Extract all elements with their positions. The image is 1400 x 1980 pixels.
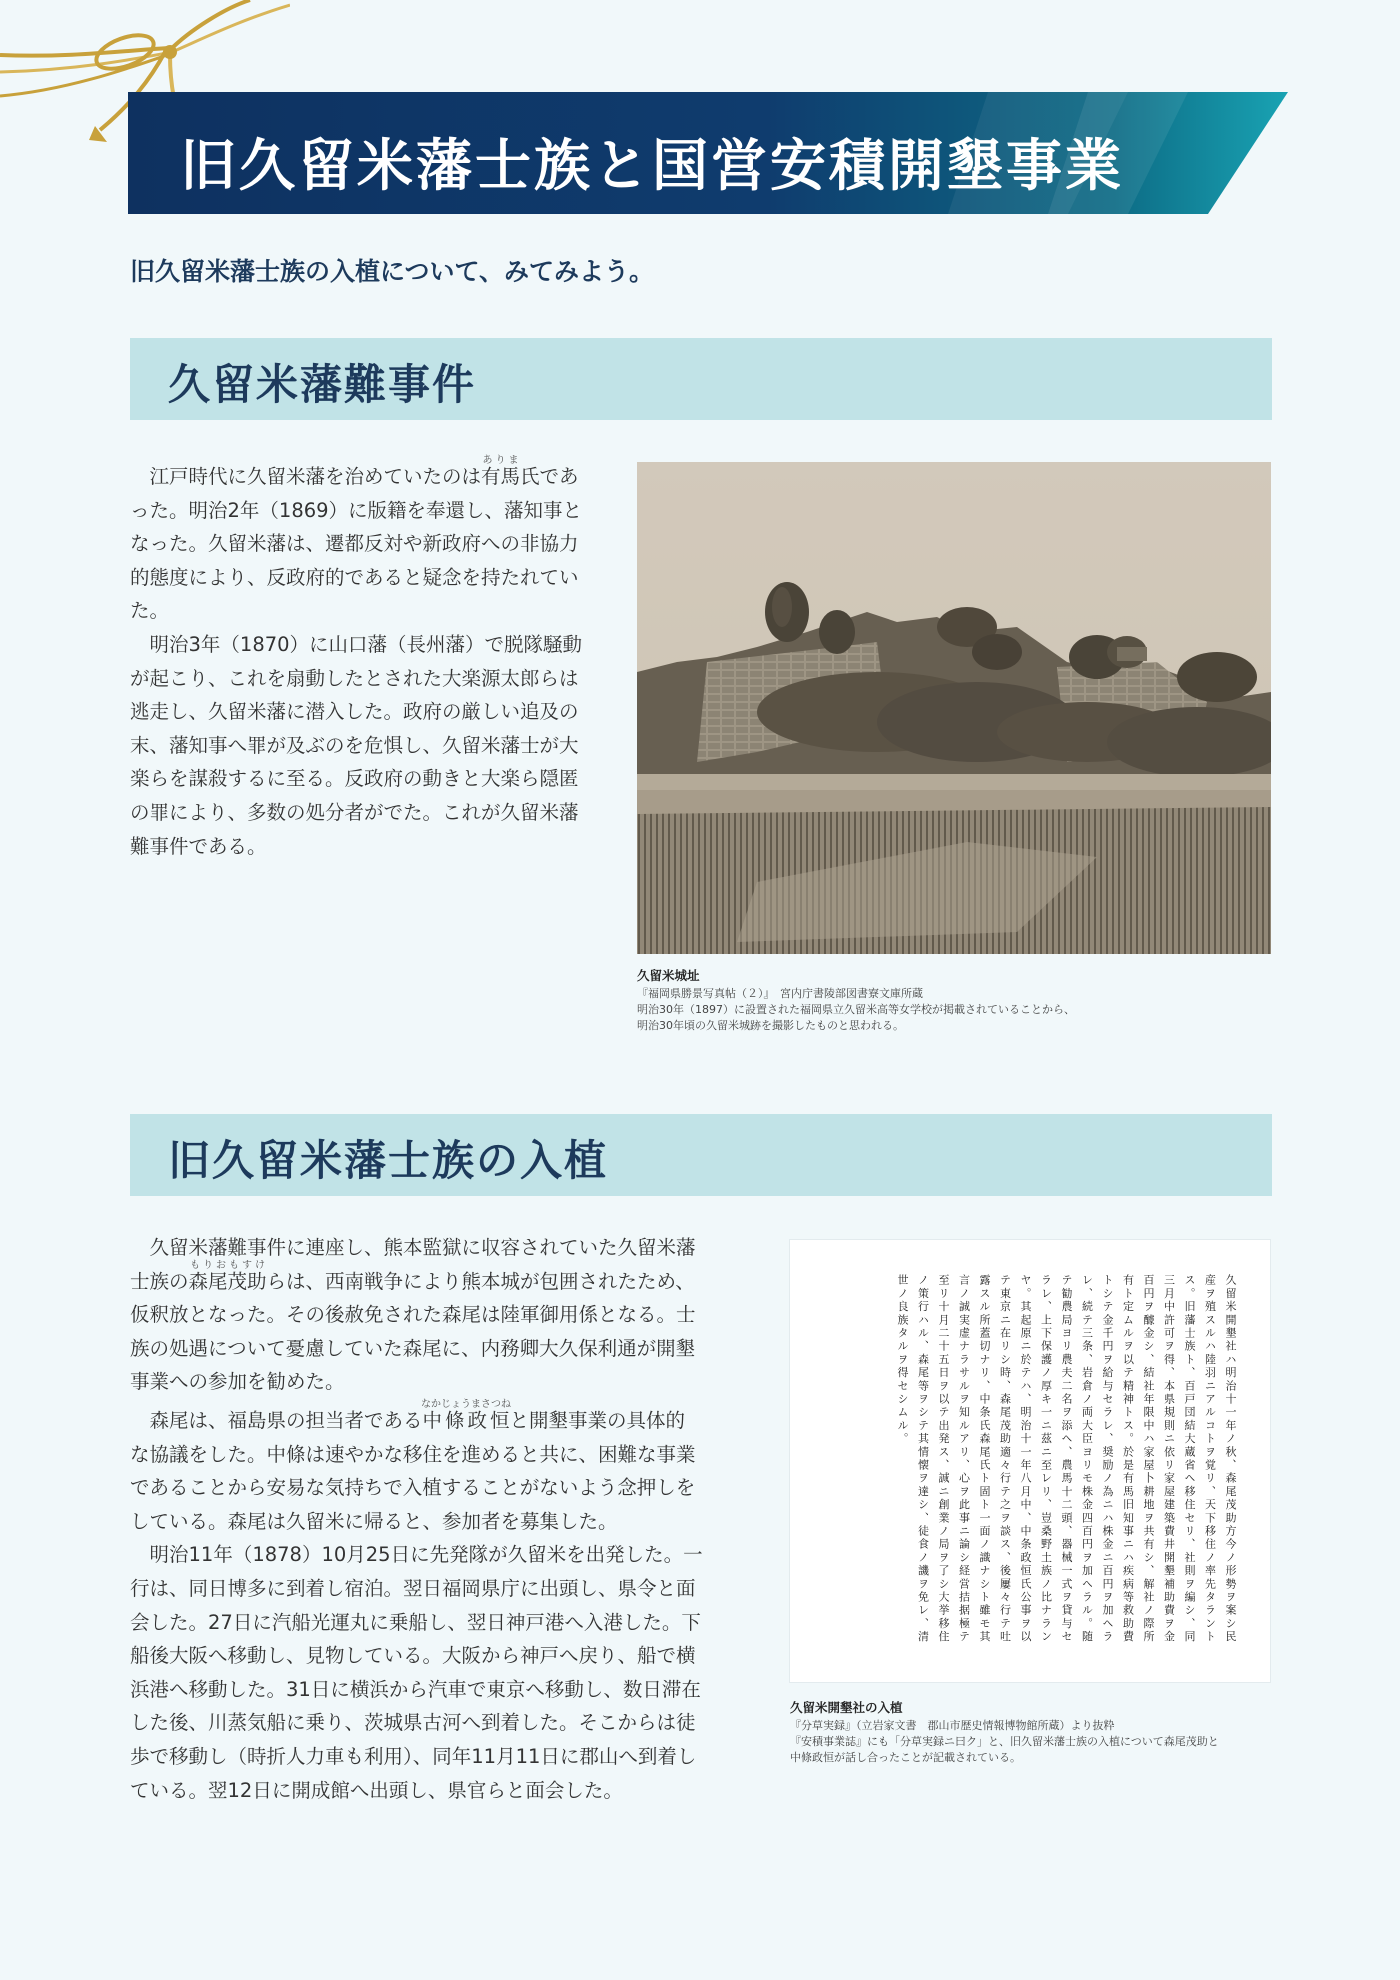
document-vertical-text: 久留米開墾社ハ明治十一年ノ秋、森尾茂助方今ノ形勢ヲ案シ民産ヲ殖スルハ陸羽ニアルコトヲ覚リ、天下移住ノ率先タラントス。旧藩士族ト、百戸団結大蔵省ヘ移住セリ、社則ヲ編シ、同三月中許可ヲ得、本県規則ニ依リ家屋建築費井開墾補助費ヲ金百円ヲ醵金シ、結社年限中ハ家屋卜耕地ヲ共有シ、解社ノ際所有ト定ムルヲ以テ精神トス。於是有馬旧知事ニハ疾病等救助費トシテ金千円ヲ給与セラレ、奨励ノ為ニハ株金ニ百円ヲ加ヘラレ、続テ三条、岩倉ノ両大臣ヨリモ株金四百円ヲ加ヘラル。随テ勧農局ヨリ農夫二名ヲ添ヘ、農馬十二頭、器械一式ヲ貸与セラレ、上下保護ノ厚キ一ニ茲ニ至レリ、豈桑野土族ノ比ナランヤ。其起原ニ於テハ、明治十一年八月中、中条政恒氏公事ヲ以テ東京ニ在リシ時、森尾茂助適々行テ之ヲ談ス、後屢々行テ吐露スル所蓋切ナリ、中条氏森尾氏ト固ト一面ノ識ナシト雖モ其言ノ誠実虚ナラサルヲ知ルアリ、心ヲ此事ニ論シ経営拮据極テ至リ十月二十五日ヲ以テ出発ス、誠ニ創業ノ局ヲ了シ大挙移住ノ策行ハル、森尾等ヲシテ其情懐ヲ達シ、徒食ノ譏ヲ免レ、清世ノ良族タルヲ得セシムル。: [896, 1274, 1237, 1644]
section1-body: [130, 455, 585, 863]
lead-text: 旧久留米藩士族の入植について、みてみよう。: [130, 257, 655, 286]
photo-caption-line: 明治30年（1897）に設置された福岡県立久留米高等女学校が掲載されていることから、: [637, 1003, 1075, 1016]
photo-caption: [637, 968, 1277, 1034]
photo-caption-title: 久留米城址: [637, 968, 700, 983]
kurume-castle-photo: [637, 462, 1271, 954]
section2-paragraph-2: 森尾は、福島県の担当者である中條政恒なかじょうまさつねと開墾事業の具体的な協議をした。中條は速やかな移住を進めると共に、困難な事業であることから安易な気持ちで入植することがないよう念押しをしている。森尾は久留米に帰ると、参加者を募集した。: [130, 1398, 696, 1533]
section1-heading-bar: [130, 338, 1272, 420]
section1-heading: 久留米藩難事件: [168, 360, 477, 409]
historical-document: [790, 1240, 1270, 1682]
section2-paragraph-3: 明治11年（1878）10月25日に先発隊が久留米を出発した。一行は、同日博多に到着し宿泊。翌日福岡県庁に出頭し、県令と面会した。27日に汽船光運丸に乗船し、翌日神戸港へ入港した。下船後大阪へ移動し、見物している。大阪から神戸へ戻り、船で横浜港へ移動した。31日に横浜から汽車で東京へ移動し、数日滞在した後、川蒸気船に乗り、茨城県古河へ到着した。そこからは徒歩で移動し（時折人力車も利用）、同年11月11日に郡山へ到着している。翌12日に開成館へ出頭し、県官らと面会した。: [130, 1543, 703, 1802]
section1-paragraph-1: 江戸時代に久留米藩を治めていたのは有馬ありま氏であった。明治2年（1869）に版籍を奉還し、藩知事となった。久留米藩は、遷都反対や新政府への非協力的態度により、反政府的であると疑念を持たれていた。: [130, 455, 583, 623]
section2-body: [130, 1231, 704, 1807]
section2-heading-bar: [130, 1114, 1272, 1196]
section2-heading: 旧久留米藩士族の入植: [168, 1136, 609, 1185]
document-caption-line: 『安積事業誌』にも「分草実録ニ曰ク」と、旧久留米藩士族の入植について森尾茂助と: [790, 1735, 1219, 1748]
document-caption: [790, 1700, 1290, 1766]
document-caption-title: 久留米開墾社の入植: [790, 1700, 903, 1715]
photo-caption-line: 明治30年頃の久留米城跡を撮影したものと思われる。: [637, 1019, 904, 1032]
section1-paragraph-2: 明治3年（1870）に山口藩（長州藩）で脱隊騒動が起こり、これを扇動したとされた大楽源太郎らは逃走し、久留米藩に潜入した。政府の厳しい追及の末、藩知事へ罪が及ぶのを危惧し、久留米藩士が大楽らを謀殺するに至る。反政府の動きと大楽ら隠匿の罪により、多数の処分者がでた。これが久留米藩難事件である。: [130, 632, 583, 858]
section2-paragraph-1: 久留米藩難事件に連座し、熊本監獄に収容されていた久留米藩士族の森尾茂助もりおもすけらは、西南戦争により熊本城が包囲されたため、仮釈放となった。その後赦免された森尾は陸軍御用係となる。士族の処遇について憂慮していた森尾に、内務卿大久保利通が開墾事業への参加を勧めた。: [130, 1236, 696, 1394]
document-caption-line: 中條政恒が話し合ったことが記載されている。: [790, 1751, 1021, 1764]
document-caption-line: 『分草実録』（立岩家文書 郡山市歴史情報博物館所蔵）より抜粋: [790, 1719, 1115, 1732]
page-title: 旧久留米藩士族と国営安積開墾事業: [180, 133, 1124, 199]
photo-caption-line: 『福岡県勝景写真帖（２）』 宮内庁書陵部図書寮文庫所蔵: [637, 987, 923, 1000]
